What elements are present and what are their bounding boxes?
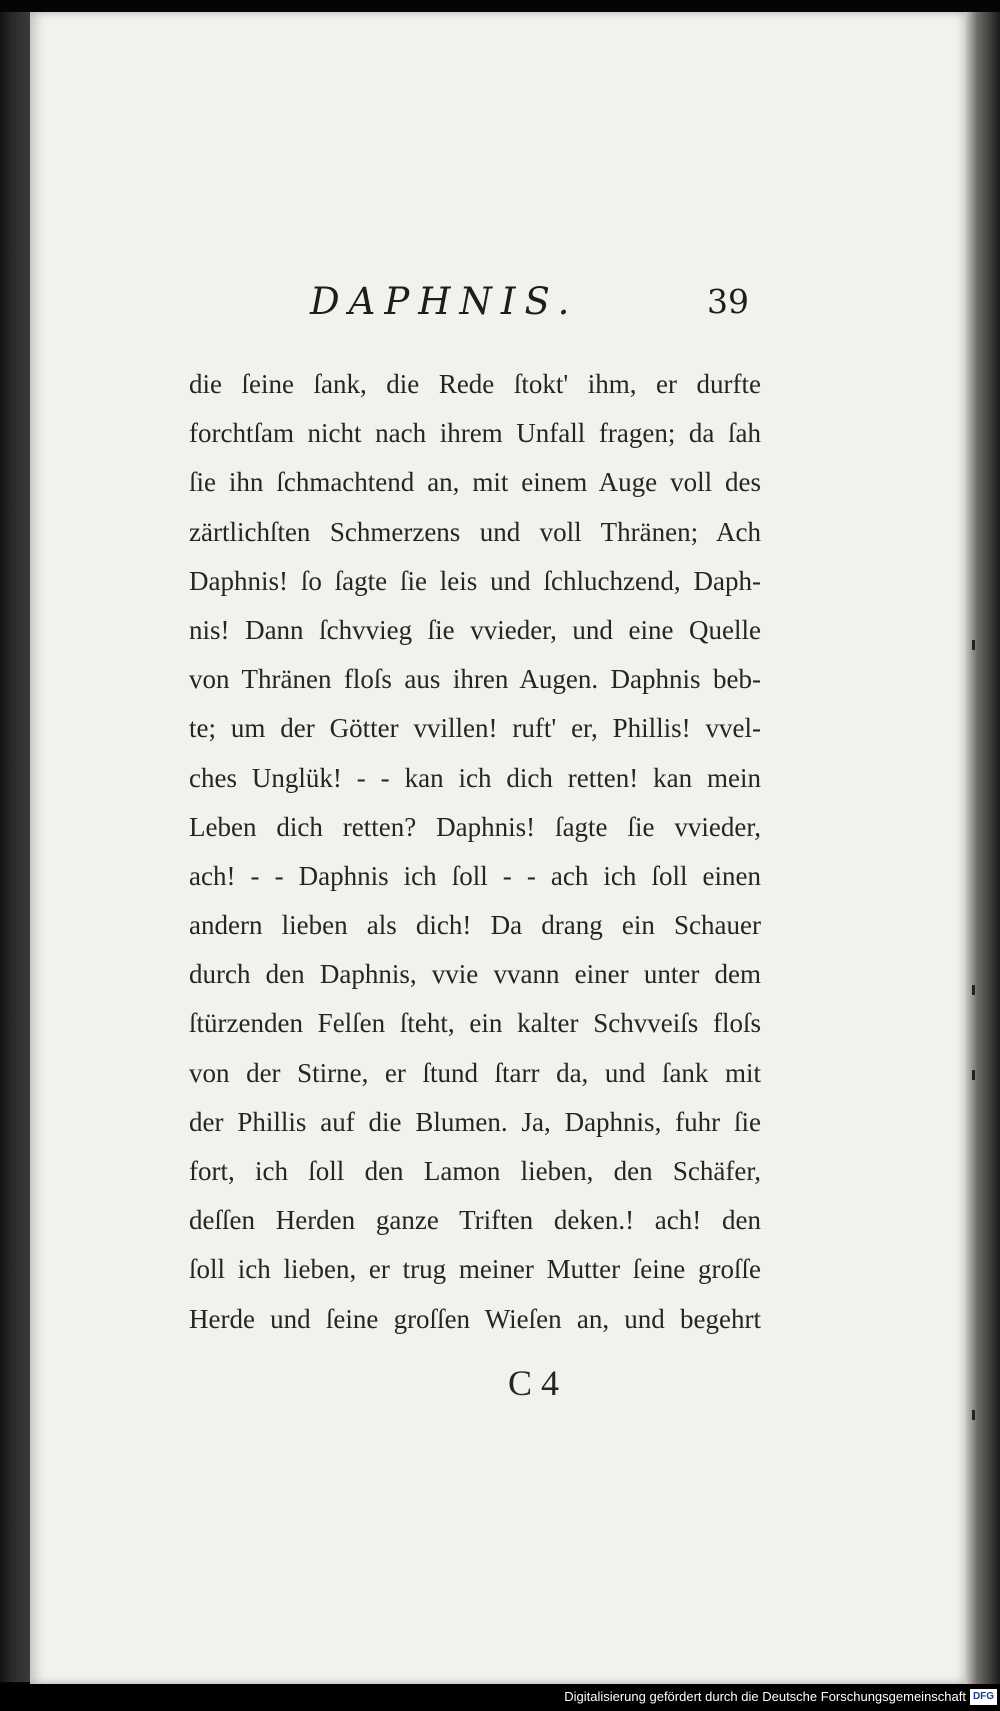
funding-credit: Digitalisierung gefördert durch die Deutsche Forschungsgemeinschaft [564,1689,966,1704]
page-fore-edge [965,12,1000,1684]
text-line: nis! Dann ſchvvieg ſie vvieder, und eine Quelle [189,614,761,645]
page-number: 39 [707,282,749,321]
edge-mark [972,640,975,650]
text-line: zärtlichſten Schmerzens und voll Thränen; Ach [189,516,761,547]
text-line: ſtürzenden Felſen ſteht, ein kalter Schvveiſs floſs [189,1008,761,1039]
text-line: durch den Daphnis, vvie vvann einer unter dem [189,959,761,990]
text-line: Herde und ſeine groſſen Wieſen an, und begehrt [189,1303,761,1334]
footer-bar [0,1684,1000,1711]
running-head-title: DAPHNIS. [310,280,579,323]
text-line: Leben dich retten? Daphnis! ſagte ſie vvieder, [189,811,761,842]
running-head [30,280,965,340]
edge-mark [972,985,975,995]
text-line: fort, ich ſoll den Lamon lieben, den Schäfer, [189,1156,761,1186]
book-page [30,12,965,1684]
text-line: ach! - - Daphnis ich ſoll - - ach ich ſoll einen [189,860,761,891]
text-line: ſie ihn ſchmachtend an, mit einem Auge voll des [189,467,761,498]
body-text [189,360,761,1344]
dfg-logo: DFG [970,1689,997,1705]
text-line: deſſen Herden ganze Triften deken.! ach! den [189,1205,761,1236]
text-line: der Phillis auf die Blumen. Ja, Daphnis, fuhr ſie [189,1106,761,1137]
edge-mark [972,1410,975,1420]
text-line: te; um der Götter vvillen! ruft' er, Phillis! vvel- [189,713,761,744]
signature-mark: C 4 [508,1363,560,1403]
text-line: von der Stirne, er ſtund ſtarr da, und ſank mit [189,1057,761,1088]
edge-mark [972,1070,975,1080]
text-line: von Thränen floſs aus ihren Augen. Daphnis beb- [189,664,761,695]
text-line: ſoll ich lieben, er trug meiner Mutter ſeine groſſe [189,1254,761,1285]
book-gutter-edge [0,12,30,1682]
text-line: die ſeine ſank, die Rede ſtokt' ihm, er durfte [189,369,761,399]
text-line: forchtſam nicht nach ihrem Unfall fragen; da ſah [189,418,761,449]
text-line: Daphnis! ſo ſagte ſie leis und ſchluchzend, Daph- [189,565,761,596]
text-line: andern lieben als dich! Da drang ein Schauer [189,910,761,941]
text-line: ches Unglük! - - kan ich dich retten! kan mein [189,762,761,793]
